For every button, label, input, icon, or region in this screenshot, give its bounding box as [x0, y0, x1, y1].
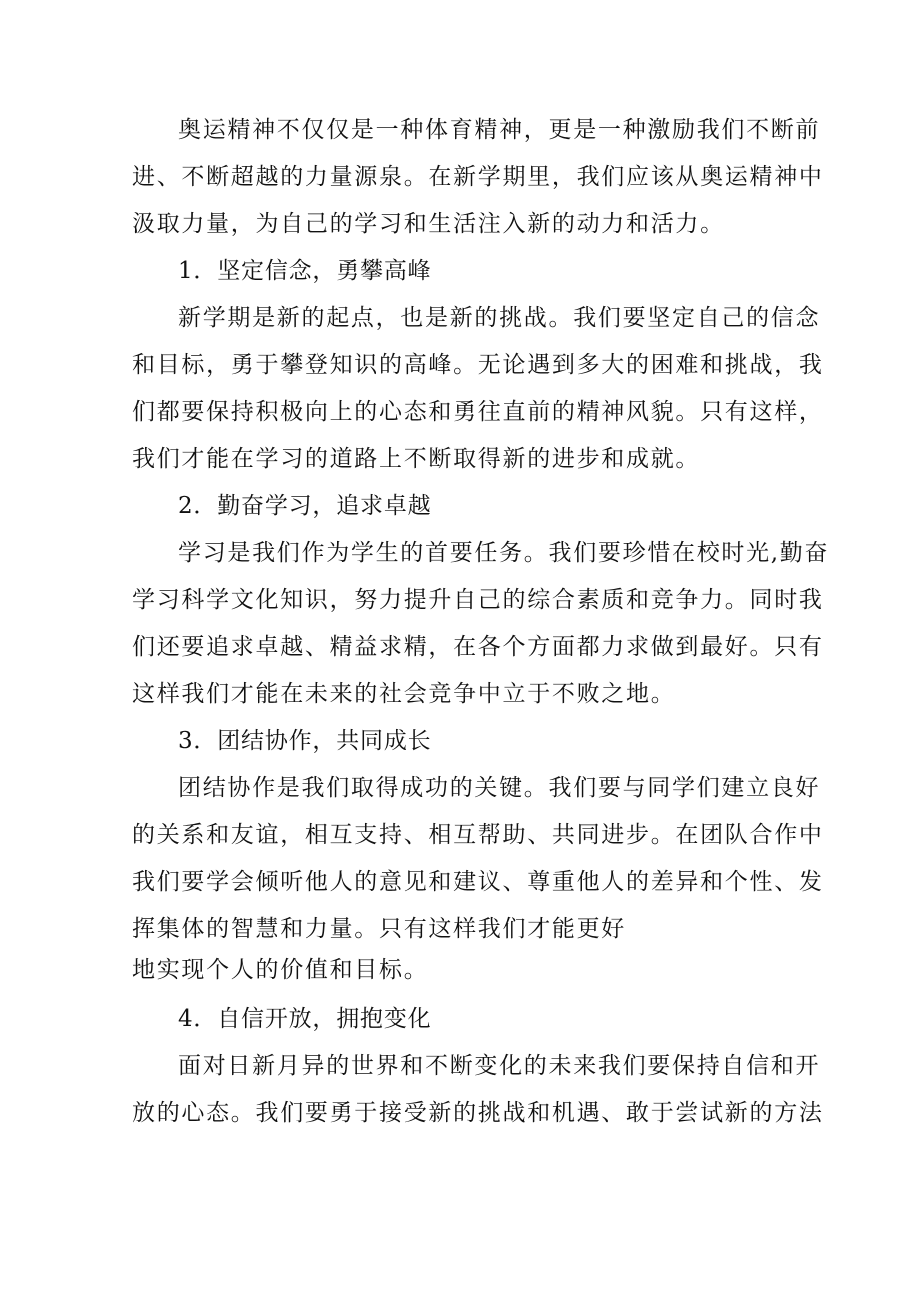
section-1-heading: 1．坚定信念，勇攀高峰: [178, 258, 432, 284]
section-1-line-3: 们都要保持积极向上的心态和勇往直前的精神风貌。只有这样，: [132, 399, 824, 425]
section-3-line-1: 团结协作是我们取得成功的关键。我们要与同学们建立良好: [178, 775, 821, 801]
section-3-line-4: 挥集体的智慧和力量。只有这样我们才能更好: [132, 916, 626, 942]
section-4-heading: 4．自信开放，拥抱变化: [178, 1006, 432, 1032]
document-page: [132, 0, 830, 1301]
section-3-line-2: 的关系和友谊，相互支持、相互帮助、共同进步。在团队合作中: [132, 822, 824, 848]
section-2-line-2: 学习科学文化知识，努力提升自己的综合素质和竞争力。同时我: [132, 587, 824, 613]
section-4-line-2: 放的心态。我们要勇于接受新的挑战和机遇、敢于尝试新的方法: [132, 1100, 824, 1126]
section-4-line-1: 面对日新月异的世界和不断变化的未来我们要保持自信和开: [178, 1053, 821, 1079]
section-2-line-4: 这样我们才能在未来的社会竞争中立于不败之地。: [132, 681, 676, 707]
section-3-heading: 3．团结协作，共同成长: [178, 728, 432, 754]
section-1-line-4: 我们才能在学习的道路上不断取得新的进步和成就。: [132, 446, 701, 472]
intro-line-2: 进、不断超越的力量源泉。在新学期里，我们应该从奥运精神中: [132, 164, 824, 190]
section-1-line-1: 新学期是新的起点，也是新的挑战。我们要坚定自己的信念: [178, 305, 821, 331]
section-3-line-3: 我们要学会倾听他人的意见和建议、尊重他人的差异和个性、发: [132, 869, 824, 895]
section-1-line-2: 和目标，勇于攀登知识的高峰。无论遇到多大的困难和挑战，我: [132, 352, 824, 378]
section-2-line-1: 学习是我们作为学生的首要任务。我们要珍惜在校时光,勤奋: [178, 540, 830, 566]
section-3-line-5: 地实现个人的价值和目标。: [132, 957, 429, 983]
intro-line-3: 汲取力量，为自己的学习和生活注入新的动力和活力。: [132, 211, 725, 237]
section-2-line-3: 们还要追求卓越、精益求精，在各个方面都力求做到最好。只有: [132, 634, 824, 660]
section-2-heading: 2．勤奋学习，追求卓越: [178, 493, 432, 519]
intro-line-1: 奥运精神不仅仅是一种体育精神，更是一种激励我们不断前: [178, 117, 821, 143]
